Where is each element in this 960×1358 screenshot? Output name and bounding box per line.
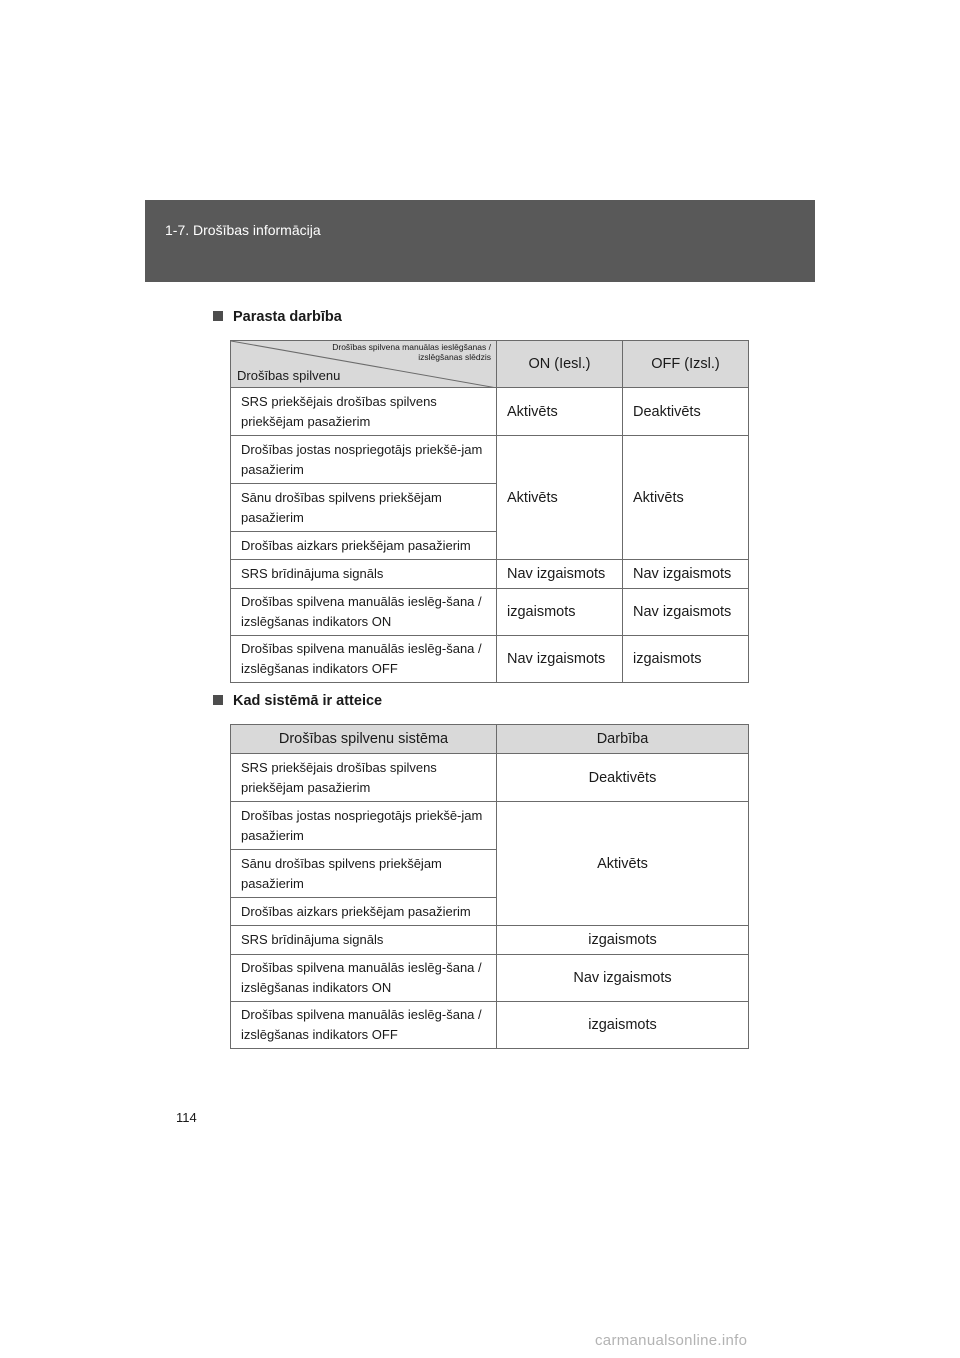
corner-top-line1: Drošības spilvena manuālas ieslēgšanas / — [332, 342, 491, 352]
row-label: SRS priekšējais drošības spilvens priekšējam pasažierim — [231, 754, 497, 802]
cell-on: izgaismots — [497, 589, 623, 636]
table-row — [231, 1002, 749, 1049]
table-row — [231, 560, 749, 589]
merged-cell-on: Aktivēts — [497, 436, 623, 560]
heading-text: Parasta darbība — [233, 309, 342, 325]
row-label: Drošības aizkars priekšējam pasažierim — [231, 898, 497, 926]
row-label: Drošības aizkars priekšējam pasažierim — [231, 532, 497, 560]
cell-off: Deaktivēts — [623, 388, 749, 436]
corner-bottom-label: Drošības spilvenu — [237, 368, 341, 383]
col-system-header: Drošības spilvenu sistēma — [231, 725, 497, 754]
row-label: Drošības spilvena manuālās ieslēg-šana / izslēgšanas indikators ON — [231, 955, 497, 1002]
heading-normal-operation — [213, 309, 342, 325]
page-number: 114 — [176, 1110, 197, 1125]
table-row — [231, 436, 749, 484]
cell-action: Nav izgaismots — [497, 955, 749, 1002]
table-row — [231, 636, 749, 683]
col-action-header: Darbība — [497, 725, 749, 754]
row-label: SRS priekšējais drošības spilvens priekšējam pasažierim — [231, 388, 497, 436]
row-label: SRS brīdinājuma signāls — [231, 560, 497, 589]
merged-cell-action: Aktivēts — [497, 802, 749, 926]
table-row — [231, 754, 749, 802]
cell-on: Nav izgaismots — [497, 560, 623, 589]
table-normal-operation — [230, 340, 749, 683]
square-bullet-icon — [213, 311, 223, 321]
cell-off: izgaismots — [623, 636, 749, 683]
table-header-row — [231, 725, 749, 754]
row-label: Drošības jostas nospriegotājs priekšē-jam pasažierim — [231, 802, 497, 850]
cell-action: izgaismots — [497, 926, 749, 955]
footer-watermark: carmanualsonline.info — [595, 1332, 748, 1349]
table-system-failure — [230, 724, 749, 1049]
row-label: Drošības spilvena manuālās ieslēg-šana / izslēgšanas indikators ON — [231, 589, 497, 636]
table-row — [231, 926, 749, 955]
cell-off: Nav izgaismots — [623, 589, 749, 636]
table-row — [231, 802, 749, 850]
col-off-header: OFF (Izsl.) — [623, 341, 749, 388]
cell-on: Aktivēts — [497, 388, 623, 436]
row-label: Drošības jostas nospriegotājs priekšē-jam pasažierim — [231, 436, 497, 484]
row-label: SRS brīdinājuma signāls — [231, 926, 497, 955]
row-label: Sānu drošības spilvens priekšējam pasažierim — [231, 484, 497, 532]
diagonal-header-cell — [231, 341, 497, 388]
row-label: Drošības spilvena manuālās ieslēg-šana / izslēgšanas indikators OFF — [231, 636, 497, 683]
cell-action: Deaktivēts — [497, 754, 749, 802]
corner-top-line2: izslēgšanas slēdzis — [418, 352, 491, 362]
table-row — [231, 955, 749, 1002]
table-row — [231, 388, 749, 436]
table-row — [231, 589, 749, 636]
cell-off: Nav izgaismots — [623, 560, 749, 589]
merged-cell-off: Aktivēts — [623, 436, 749, 560]
section-header-band — [145, 200, 815, 282]
row-label: Drošības spilvena manuālās ieslēg-šana / izslēgšanas indikators OFF — [231, 1002, 497, 1049]
cell-action: izgaismots — [497, 1002, 749, 1049]
corner-top-label — [332, 342, 491, 362]
row-label: Sānu drošības spilvens priekšējam pasažierim — [231, 850, 497, 898]
cell-on: Nav izgaismots — [497, 636, 623, 683]
heading-text: Kad sistēmā ir atteice — [233, 693, 383, 709]
square-bullet-icon — [213, 695, 223, 705]
table-header-row — [231, 341, 749, 388]
col-on-header: ON (Iesl.) — [497, 341, 623, 388]
section-title: 1-7. Drošības informācija — [165, 222, 321, 238]
heading-system-failure — [213, 693, 382, 709]
